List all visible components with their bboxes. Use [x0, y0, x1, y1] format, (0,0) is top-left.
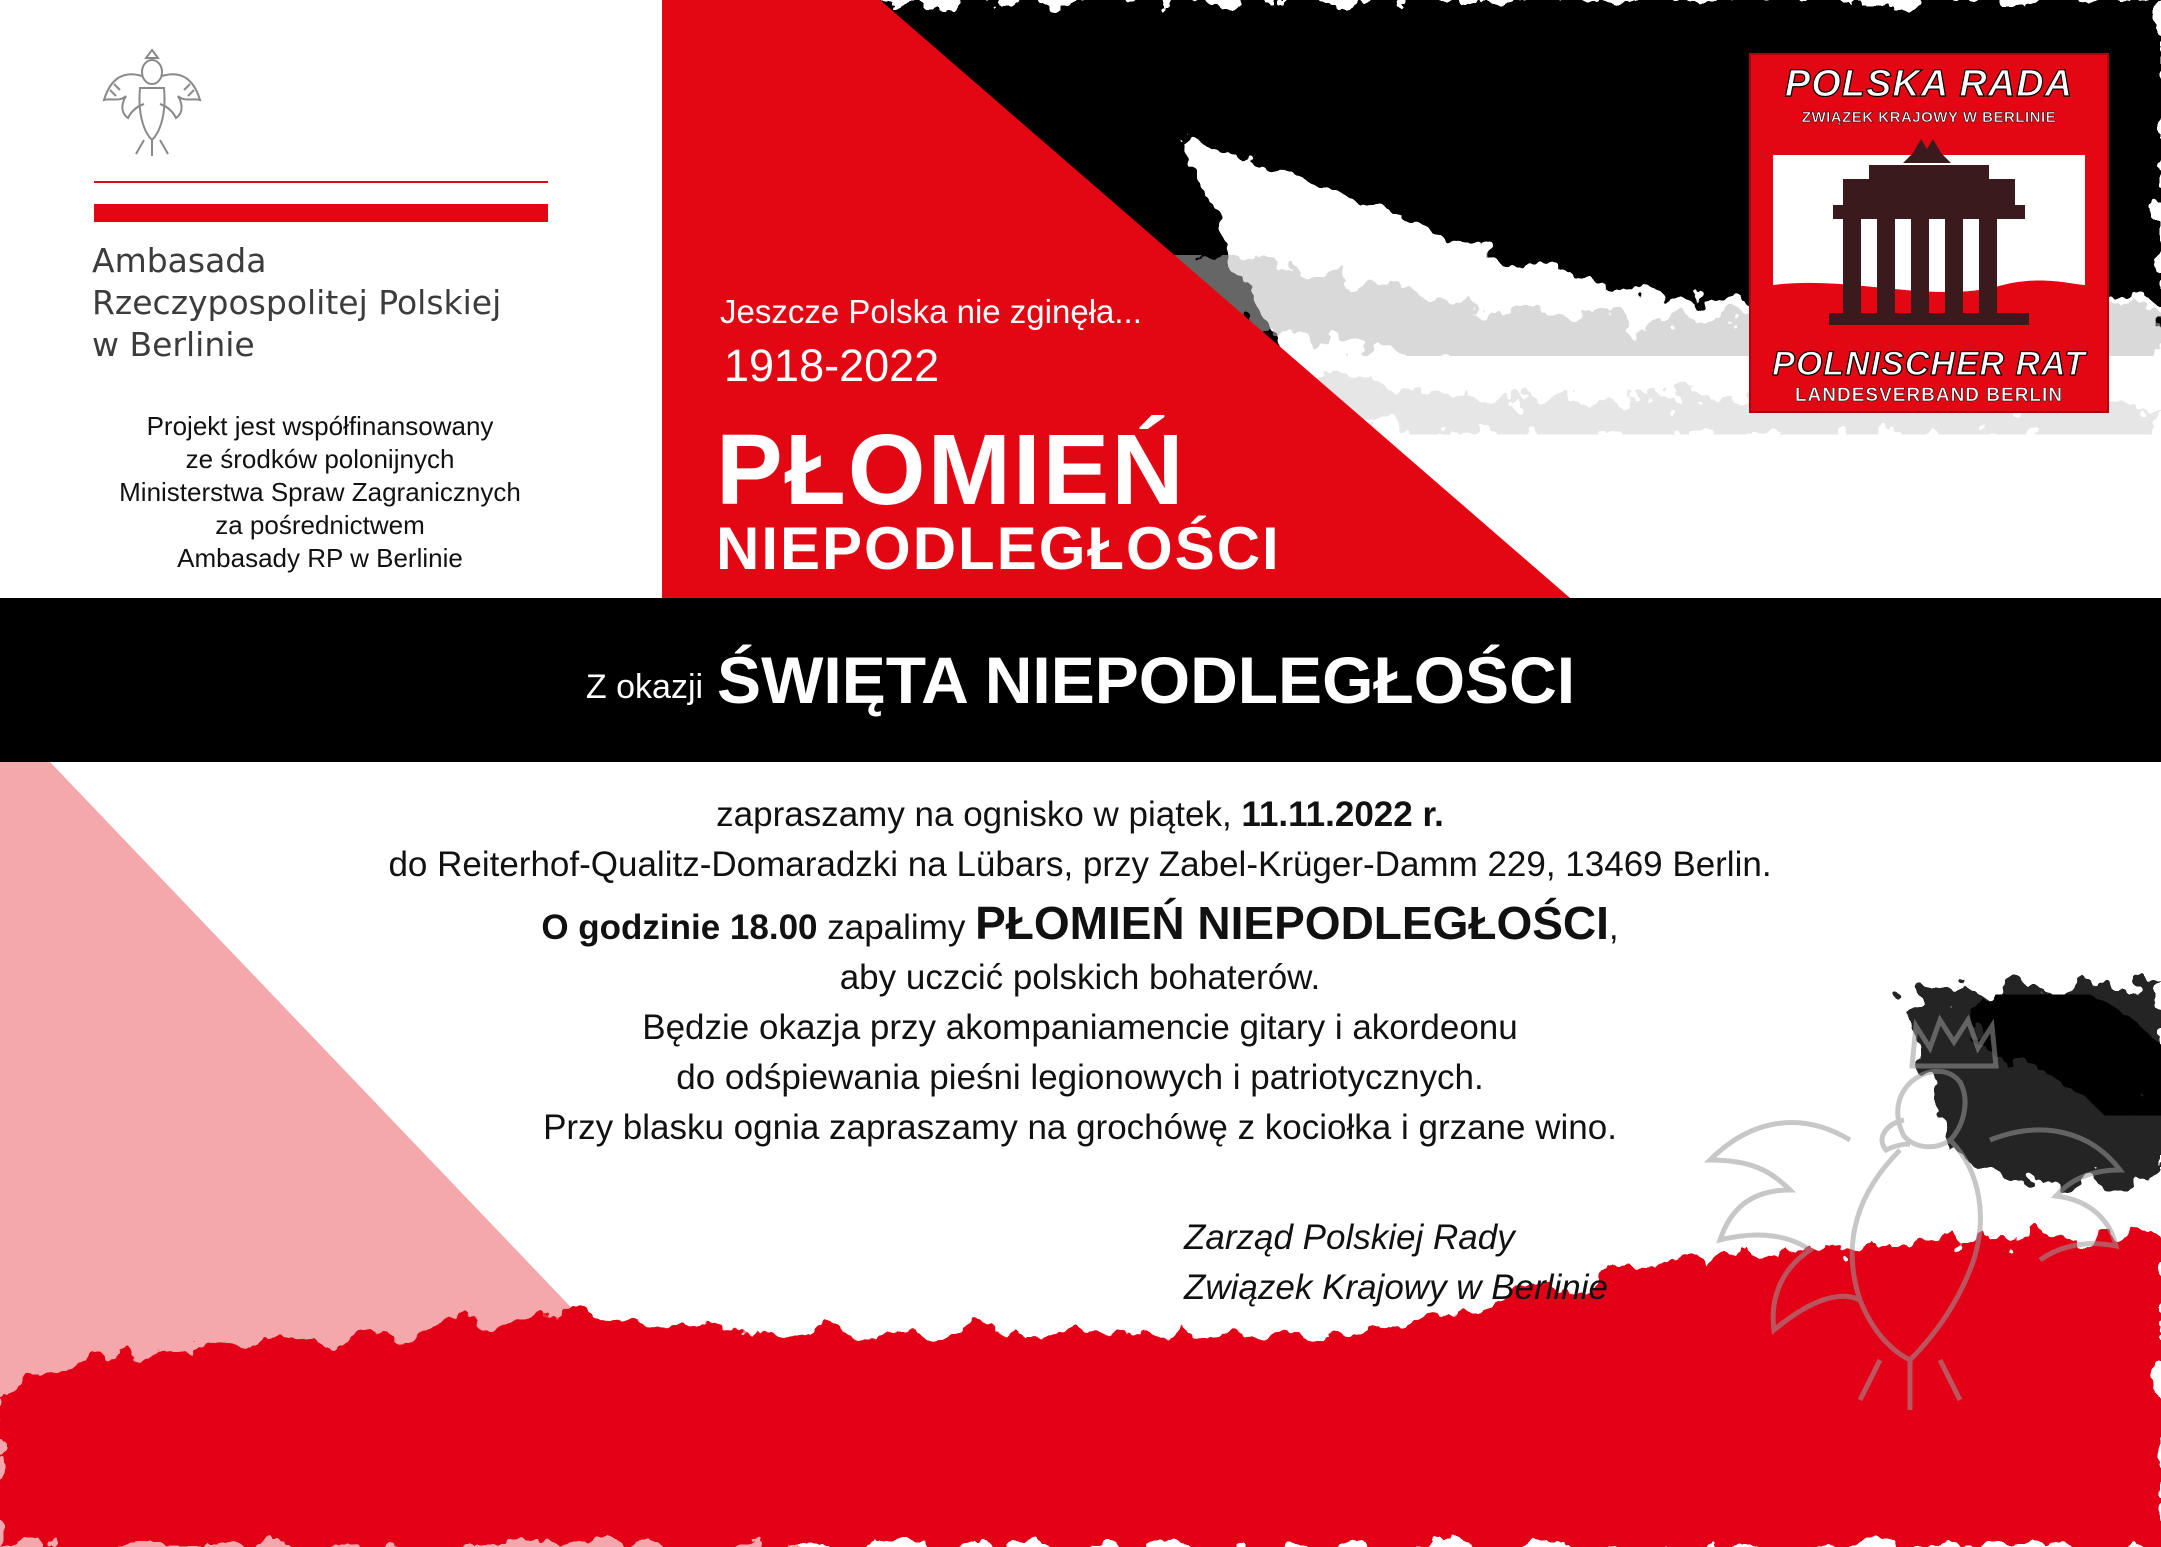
- invitation-mid: zapalimy: [817, 908, 976, 947]
- occasion-title: ŚWIĘTA NIEPODLEGŁOŚCI: [717, 643, 1576, 717]
- event-address: do Reiterhof-Qualitz-Domaradzki na Lübars, przy Zabel-Krüger-Damm 229, 13469 Berlin.: [388, 845, 1772, 884]
- occasion-band: [0, 598, 2161, 762]
- occasion-line: [0, 598, 2161, 762]
- embassy-name-line: w Berlinie: [92, 325, 255, 364]
- flag-rule-thin: [94, 181, 548, 183]
- flag-rule-thick: [94, 204, 548, 222]
- signature: [1184, 1213, 1608, 1313]
- logo-title-pl: POLSKA RADA: [1784, 63, 2074, 105]
- invitation-line: Przy blasku ognia zapraszamy na grochówę z kociołka i grzane wino.: [543, 1108, 1617, 1147]
- event-date: 11.11.2022 r.: [1241, 795, 1444, 834]
- cofinance-note: [60, 410, 580, 575]
- cofinance-line: Projekt jest współfinansowany: [146, 411, 494, 441]
- invitation-line: [230, 790, 1930, 840]
- invitation-comma: ,: [1608, 908, 1619, 947]
- brandenburg-gate-icon: [1773, 135, 2085, 345]
- polish-council-logo: [1751, 55, 2107, 411]
- cofinance-line: Ambasady RP w Berlinie: [177, 543, 463, 573]
- invitation-line: do odśpiewania pieśni legionowych i patriotycznych.: [676, 1058, 1484, 1097]
- invitation-line: [230, 898, 1930, 953]
- logo-subtitle-pl: ZWIĄZEK KRAJOWY W BERLINIE: [1801, 109, 2057, 126]
- cofinance-line: ze środków polonijnych: [185, 444, 455, 474]
- embassy-name-line: Rzeczypospolitej Polskiej: [92, 283, 502, 322]
- event-time: O godzinie 18.00: [541, 908, 818, 947]
- logo-subtitle-de: LANDESVERBAND BERLIN: [1794, 385, 2064, 406]
- headline-flame: PŁOMIEŃ: [716, 414, 1186, 526]
- invitation-text: [230, 790, 1930, 1153]
- years-range: 1918-2022: [724, 340, 940, 391]
- invitation-intro: zapraszamy na ognisko w piątek,: [716, 795, 1242, 834]
- embassy-name-line: Ambasada: [92, 241, 267, 280]
- cofinance-line: Ministerstwa Spraw Zagranicznych: [119, 477, 521, 507]
- occasion-prefix: Z okazji: [585, 667, 704, 706]
- signature-line: Zarząd Polskiej Rady: [1184, 1218, 1515, 1257]
- anthem-line: Jeszcze Polska nie zginęła...: [720, 293, 1142, 330]
- flame-highlight: PŁOMIEŃ NIEPODLEGŁOŚCI: [975, 897, 1609, 949]
- polish-eagle-icon: [92, 40, 212, 160]
- embassy-name: [92, 240, 572, 366]
- logo-title-de: POLNISCHER RAT: [1772, 345, 2086, 383]
- cofinance-line: za pośrednictwem: [215, 510, 425, 540]
- invitation-line: aby uczcić polskich bohaterów.: [839, 958, 1321, 997]
- invitation-line: Będzie okazja przy akompaniamencie gitary i akordeonu: [642, 1008, 1518, 1047]
- headline-independence: NIEPODLEGŁOŚCI: [716, 515, 1281, 582]
- signature-line: Związek Krajowy w Berlinie: [1184, 1268, 1609, 1307]
- crowned-eagle-icon: [1690, 1000, 2130, 1420]
